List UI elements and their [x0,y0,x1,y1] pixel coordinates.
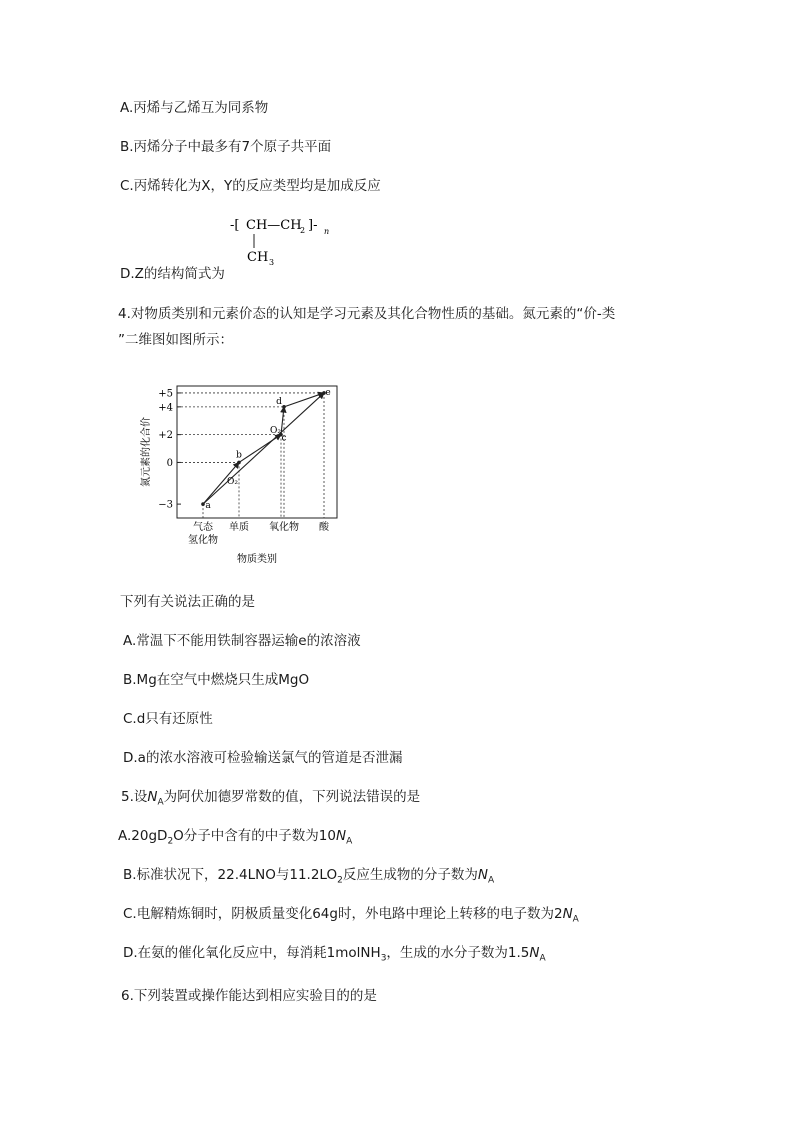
q4-option-c: C.d只有还原性 [123,711,213,727]
point-a [201,502,205,506]
y-tick-label: +2 [158,430,173,442]
y-axis-ticks [158,388,181,510]
point-label-c: c [281,433,287,444]
q3-option-a: A.丙烯与乙烯互为同系物 [120,100,269,116]
formula-branch: CH [247,250,269,265]
formula-n: n [324,227,330,236]
x-axis-categories [188,520,330,546]
y-tick-label: +5 [158,388,173,400]
q5-option-a: $A.20gD_2O$分子中含有的中子数为$10N_A$ [118,828,353,847]
arrow-a-e [203,393,324,504]
q4-stem-line2: ”二维图如图所示： [118,332,233,348]
x-category-label: 氧化物 [269,522,299,533]
y-axis-label: 氮元素的化合价 [141,417,152,487]
point-label-b: b [236,450,242,461]
chart-guides [177,393,324,518]
x-axis-label: 物质类别 [237,554,277,565]
annotation-o2-lower: O₂ [227,477,238,487]
point-label-d: d [276,396,282,407]
formula-main-chain: CH—CH [246,218,302,233]
q5-option-d: D.在氨的催化氧化反应中，每消耗1molNH$_3$，生成的水分子数为$1.5N_A$ [123,945,546,964]
x-category-label: 酸 [319,522,329,533]
formula-sub-2: 2 [300,226,306,235]
x-category-label: 氢化物 [188,535,218,546]
q4-stem-line1: 4.对物质类别和元素价态的认知是学习元素及其化合物性质的基础。氮元素的“价-类 [118,306,616,322]
chart-series [201,388,330,511]
point-b [237,461,241,465]
formula-bracket-left: -[ [230,218,240,233]
q4-option-b: B.Mg在空气中燃烧只生成MgO [123,672,310,688]
arrow-d-e [284,393,324,407]
q5-option-b: B.标准状况下，22.4LNO与$11.2LO_2$反应生成物的分子数为$N_A$ [123,867,495,886]
x-category-label: 单质 [229,522,249,533]
point-d [282,405,286,409]
x-category-label: 气态 [193,522,213,533]
q3-option-d: D.Z的结构简式为 [120,266,225,282]
q3-option-c: C.丙烯转化为X，Y的反应类型均是加成反应 [120,178,381,194]
point-label-e: e [325,387,331,398]
q5-option-c: C.电解精炼铜时，阴极质量变化64g时，外电路中理论上转移的电子数为$2N_A$ [123,906,579,925]
formula-bracket-right: ]- [308,218,318,233]
polymer-structural-formula [228,213,338,269]
y-tick-label: +4 [158,402,173,414]
point-label-a: a [205,501,211,512]
formula-sub-3: 3 [269,258,275,267]
annotation-o2-upper: O₂ [270,426,281,436]
q5-stem: 5.设$N_A$为阿伏加德罗常数的值，下列说法错误的是 [121,789,421,808]
q4-prompt: 下列有关说法正确的是 [120,594,255,610]
q3-option-b: B.丙烯分子中最多有7个原子共平面 [120,139,332,155]
y-tick-label: −3 [158,499,173,511]
nitrogen-valence-class-chart [135,372,350,572]
q4-option-a: A.常温下不能用铁制容器运输e的浓溶液 [123,633,361,649]
y-tick-label: 0 [166,457,173,469]
q4-option-d: D.a的浓水溶液可检验输送氯气的管道是否泄漏 [123,750,403,766]
chart-frame [177,386,337,518]
q6-stem: 6.下列装置或操作能达到相应实验目的的是 [121,988,377,1004]
